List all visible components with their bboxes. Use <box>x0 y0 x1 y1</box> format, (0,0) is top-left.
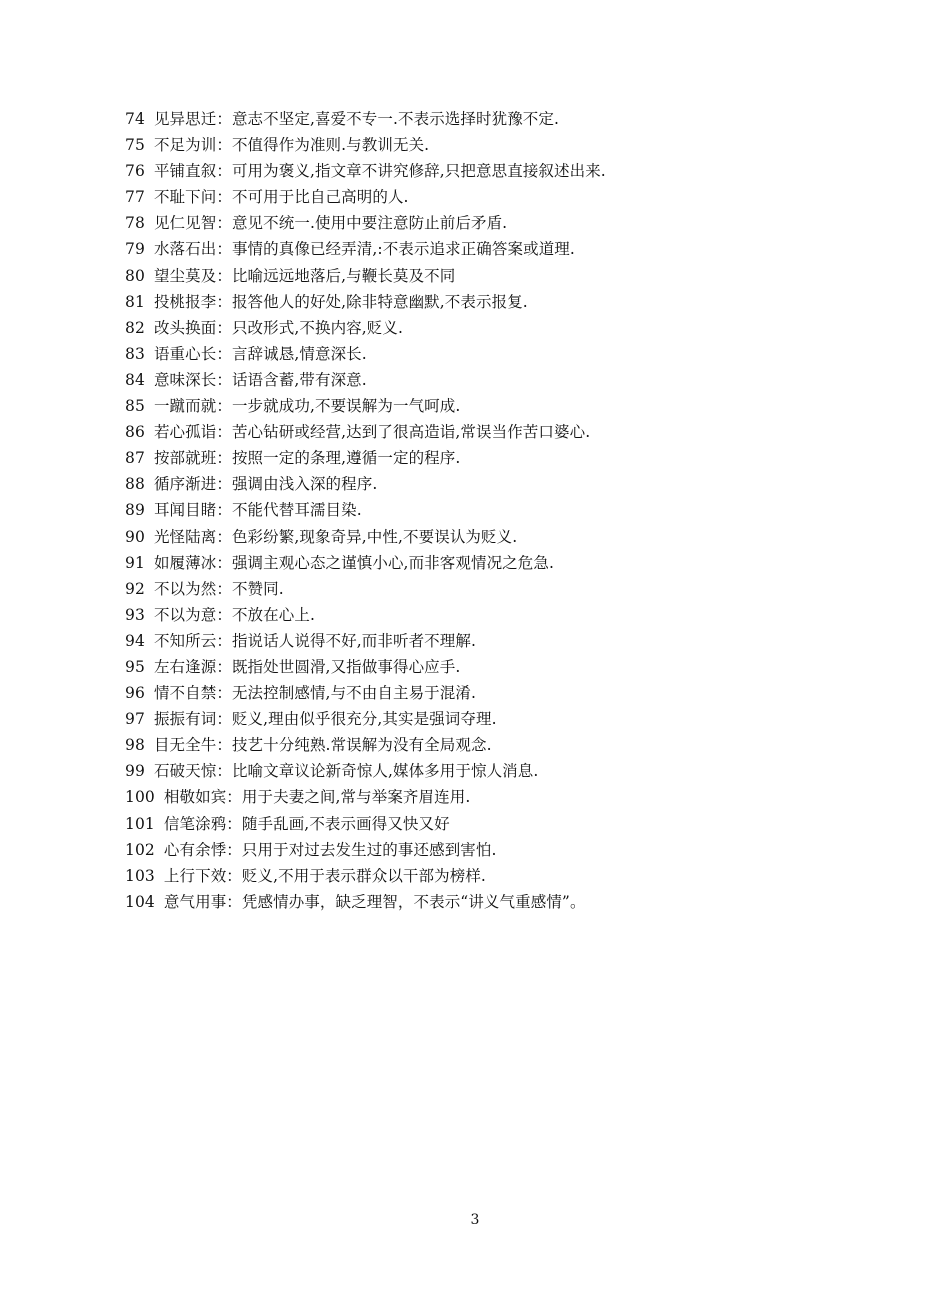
list-item <box>125 680 885 706</box>
entry-idiom: 一蹴而就： <box>153 397 232 416</box>
list-item <box>125 524 885 550</box>
entry-idiom: 语重心长： <box>153 344 232 363</box>
entry-number: 84 <box>125 370 145 389</box>
list-item <box>125 784 885 810</box>
list-item <box>125 863 885 889</box>
entry-idiom: 意气用事： <box>163 892 242 911</box>
entry-number: 92 <box>125 579 145 598</box>
entry-number: 80 <box>125 266 145 285</box>
entry-idiom: 相敬如宾： <box>163 788 242 807</box>
list-item <box>125 550 885 576</box>
entry-definition: 意志不坚定,喜爱不专一.不表示选择时犹豫不定. <box>231 110 560 128</box>
entry-definition: 不能代替耳濡目染. <box>231 501 362 520</box>
entry-idiom: 投桃报李： <box>153 292 232 311</box>
entry-number: 81 <box>125 292 145 311</box>
entry-number: 76 <box>125 162 145 181</box>
entry-definition: 指说话人说得不好,而非听者不理解. <box>231 631 477 650</box>
entry-number: 83 <box>125 344 145 363</box>
entry-definition: 意见不统一.使用中要注意防止前后矛盾. <box>231 214 508 233</box>
entry-idiom: 光怪陆离： <box>153 527 232 546</box>
list-item <box>125 184 885 210</box>
list-item <box>125 576 885 602</box>
list-item <box>125 210 885 236</box>
entry-idiom: 不知所云： <box>153 631 232 650</box>
entry-definition: 贬义,理由似乎很充分,其实是强词夺理. <box>231 710 497 729</box>
entry-idiom: 平铺直叙： <box>153 162 232 181</box>
entry-definition: 随手乱画,不表示画得又快又好 <box>241 814 450 833</box>
entry-number: 96 <box>125 684 145 703</box>
list-item <box>125 106 885 132</box>
list-item <box>125 628 885 654</box>
entry-number: 94 <box>125 631 145 650</box>
entry-definition: 贬义,不用于表示群众以干部为榜样. <box>241 866 486 885</box>
entry-idiom: 望尘莫及： <box>153 266 232 285</box>
entry-number: 79 <box>125 240 145 259</box>
entry-definition: 只用于对过去发生过的事还感到害怕. <box>241 840 497 859</box>
entry-idiom: 情不自禁： <box>153 684 232 703</box>
entry-definition: 既指处世圆滑,又指做事得心应手. <box>231 657 461 676</box>
entry-idiom: 改头换面： <box>153 318 232 337</box>
entry-idiom: 见异思迁： <box>153 110 232 128</box>
entry-number: 82 <box>125 318 145 337</box>
entry-idiom: 耳闻目睹： <box>153 501 232 520</box>
entry-idiom: 如履薄冰： <box>153 553 232 572</box>
entry-idiom: 不足为训： <box>153 136 232 155</box>
entry-number: 102 <box>125 840 155 859</box>
entry-number: 97 <box>125 710 145 729</box>
list-item <box>125 811 885 837</box>
entry-number: 100 <box>125 788 155 807</box>
entry-definition: 比喻远远地落后,与鞭长莫及不同 <box>231 266 456 285</box>
entry-number: 75 <box>125 136 145 155</box>
entry-number: 90 <box>125 527 145 546</box>
entry-definition: 凭感情办事，缺乏理智，不表示“讲义气重感情”。 <box>241 892 586 911</box>
list-item <box>125 289 885 315</box>
entry-number: 87 <box>125 449 145 468</box>
list-item <box>125 837 885 863</box>
entry-definition: 事情的真像已经弄清,:不表示追求正确答案或道理. <box>231 240 575 259</box>
entry-definition: 强调主观心态之谨慎小心,而非客观情况之危急. <box>231 553 555 572</box>
entry-definition: 报答他人的好处,除非特意幽默,不表示报复. <box>231 292 528 311</box>
entry-idiom: 石破天惊： <box>153 762 232 781</box>
entry-definition: 话语含蓄,带有深意. <box>231 370 367 389</box>
entry-number: 74 <box>125 110 145 128</box>
entry-number: 104 <box>125 892 155 911</box>
list-item <box>125 132 885 158</box>
entry-number: 91 <box>125 553 145 572</box>
list-item <box>125 497 885 523</box>
entry-definition: 只改形式,不换内容,贬义. <box>231 318 404 337</box>
entry-idiom: 目无全牛： <box>153 736 232 755</box>
list-item <box>125 158 885 184</box>
entry-idiom: 心有余悸： <box>163 840 242 859</box>
entry-definition: 一步就成功,不要误解为一气呵成. <box>231 397 461 416</box>
list-item <box>125 419 885 445</box>
entry-number: 103 <box>125 866 155 885</box>
entry-idiom: 左右逢源： <box>153 657 232 676</box>
entry-definition: 用于夫妻之间,常与举案齐眉连用. <box>241 788 471 807</box>
entry-idiom: 信笔涂鸦： <box>163 814 242 833</box>
entry-number: 95 <box>125 657 145 676</box>
page-number: 3 <box>470 1212 480 1228</box>
idiom-list <box>125 106 885 915</box>
entry-idiom: 循序渐进： <box>153 475 232 494</box>
list-item <box>125 445 885 471</box>
entry-definition: 强调由浅入深的程序. <box>231 475 378 494</box>
list-item <box>125 393 885 419</box>
entry-idiom: 若心孤诣： <box>153 423 232 442</box>
entry-definition: 不值得作为准则.与教训无关. <box>231 136 430 155</box>
entry-idiom: 振振有词： <box>153 710 232 729</box>
entry-number: 89 <box>125 501 145 520</box>
entry-definition: 按照一定的条理,遵循一定的程序. <box>231 449 461 468</box>
entry-idiom: 不以为意： <box>153 605 232 624</box>
list-item <box>125 236 885 262</box>
list-item <box>125 654 885 680</box>
list-item <box>125 471 885 497</box>
entry-idiom: 上行下效： <box>163 866 242 885</box>
entry-definition: 不放在心上. <box>231 605 315 624</box>
entry-idiom: 意味深长： <box>153 370 232 389</box>
entry-number: 99 <box>125 762 145 781</box>
entry-number: 78 <box>125 214 145 233</box>
list-item <box>125 367 885 393</box>
entry-number: 77 <box>125 188 145 207</box>
entry-definition: 不可用于比自己高明的人. <box>231 188 409 207</box>
entry-number: 98 <box>125 736 145 755</box>
entry-definition: 技艺十分纯熟.常误解为没有全局观念. <box>231 736 492 755</box>
entry-definition: 言辞诚恳,情意深长. <box>231 344 367 363</box>
entry-number: 85 <box>125 397 145 416</box>
entry-number: 101 <box>125 814 155 833</box>
entry-idiom: 不耻下问： <box>153 188 232 207</box>
list-item <box>125 315 885 341</box>
list-item <box>125 263 885 289</box>
entry-number: 93 <box>125 605 145 624</box>
entry-idiom: 不以为然： <box>153 579 232 598</box>
entry-number: 86 <box>125 423 145 442</box>
entry-idiom: 水落石出： <box>153 240 232 259</box>
list-item <box>125 706 885 732</box>
list-item <box>125 602 885 628</box>
entry-number: 88 <box>125 475 145 494</box>
entry-definition: 苦心钻研或经营,达到了很高造诣,常误当作苦口婆心. <box>231 423 591 442</box>
list-item <box>125 758 885 784</box>
list-item <box>125 732 885 758</box>
entry-idiom: 见仁见智： <box>153 214 232 233</box>
list-item <box>125 341 885 367</box>
entry-definition: 比喻文章议论新奇惊人,媒体多用于惊人消息. <box>231 762 539 781</box>
entry-definition: 可用为褒义,指文章不讲究修辞,只把意思直接叙述出来. <box>231 162 606 181</box>
entry-definition: 不赞同. <box>231 579 284 598</box>
list-item <box>125 889 885 915</box>
entry-definition: 色彩纷繁,现象奇异,中性,不要误认为贬义. <box>231 527 518 546</box>
entry-definition: 无法控制感情,与不由自主易于混淆. <box>231 684 477 703</box>
entry-idiom: 按部就班： <box>153 449 232 468</box>
